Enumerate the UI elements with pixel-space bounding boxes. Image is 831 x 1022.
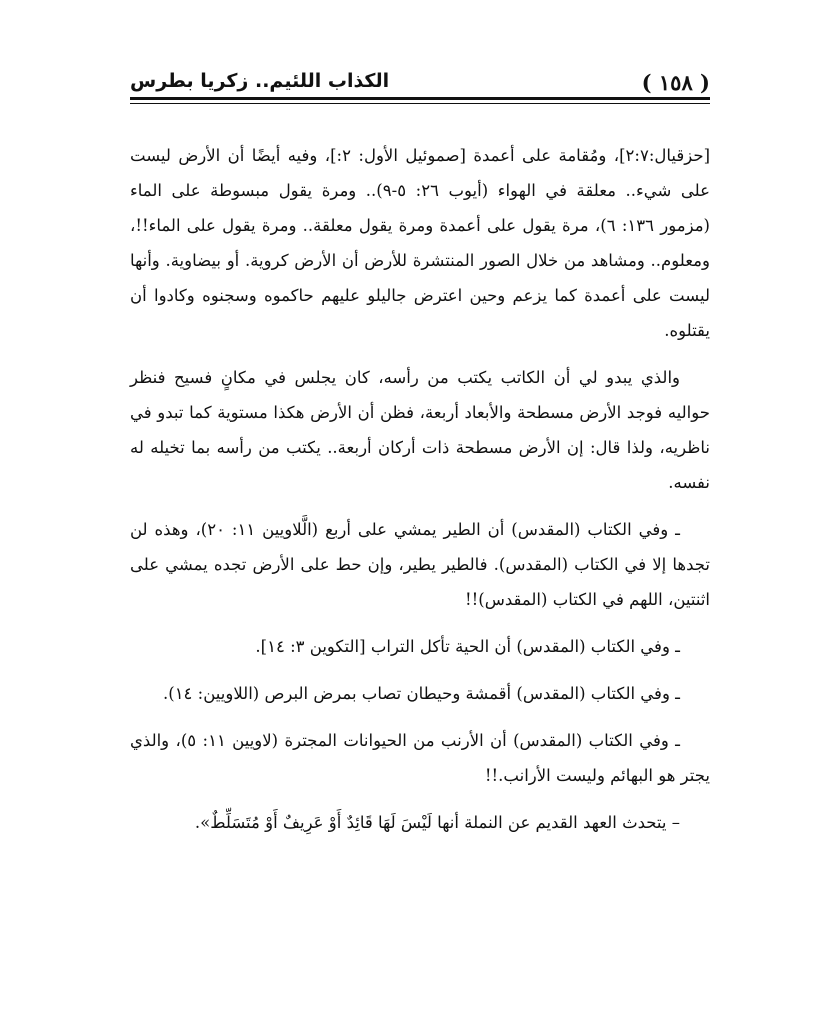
paragraph: [حزقيال:٢:٧]، ومُقامة على أعمدة [صموئيل الأول: ٢:]، وفيه أيضًا أن الأرض ليست على شيء.. معلقة في الهواء (أيوب ٢٦: ٥-٩).. ومرة يقول مبسوطة على الماء (مزمور ١٣٦: ٦)، مرة يقول على أعمدة ومرة يقول معلقة.. ومرة يقول على الماء!!، ومعلوم.. ومشاهد من خلال الصور المنتشرة للأرض أن الأرض كروية. أو بيضاوية. وأنها ليست على أعمدة كما يزعم وحين اعترض جاليلو عليهم حاكموه وسجنوه وكادوا أن يقتلوه. bbox=[130, 146, 711, 340]
paragraph: ـ وفي الكتاب (المقدس) أقمشة وحيطان تصاب بمرض البرص (اللاويين: ١٤). bbox=[163, 684, 680, 703]
paragraph: ـ وفي الكتاب (المقدس) أن الحية تأكل التراب [التكوين ٣: ١٤]. bbox=[255, 637, 680, 656]
body-text bbox=[130, 138, 710, 852]
header-rule-thick bbox=[130, 97, 710, 100]
page-header bbox=[130, 66, 710, 100]
running-title: الكذاب اللئيم.. زكريا بطرس bbox=[130, 70, 390, 92]
paragraph: – يتحدث العهد القديم عن النملة أنها لَيْسَ لَهَا قَائِدٌ أَوْ عَرِيفٌ أَوْ مُتَسَلِّطٌ». bbox=[194, 813, 680, 832]
page-number: ( ١٥٨ ) bbox=[641, 70, 710, 95]
paragraph: ـ وفي الكتاب (المقدس) أن الأرنب من الحيوانات المجترة (لاويين ١١: ٥)، والذي يجتر هو البهائم وليست الأرانب.!! bbox=[130, 731, 710, 785]
paragraph: والذي يبدو لي أن الكاتب يكتب من رأسه، كان يجلس في مكانٍ فسيح فنظر حواليه فوجد الأرض مسطحة والأبعاد أربعة، فظن أن الأرض هكذا مستوية كما تبدو في ناظريه، ولذا قال: إن الأرض مسطحة ذات أركان أربعة.. يكتب من رأسه بما تخيله له نفسه. bbox=[130, 368, 710, 492]
paragraph: ـ وفي الكتاب (المقدس) أن الطير يمشي على أربع (الَّلاويين ١١: ٢٠)، وهذه لن تجدها إلا في الكتاب (المقدس). فالطير يطير، وإن حط على الأرض تجده يمشي على اثنتين، اللهم في الكتاب (المقدس)!! bbox=[130, 520, 710, 609]
header-rule-thin bbox=[130, 103, 710, 104]
